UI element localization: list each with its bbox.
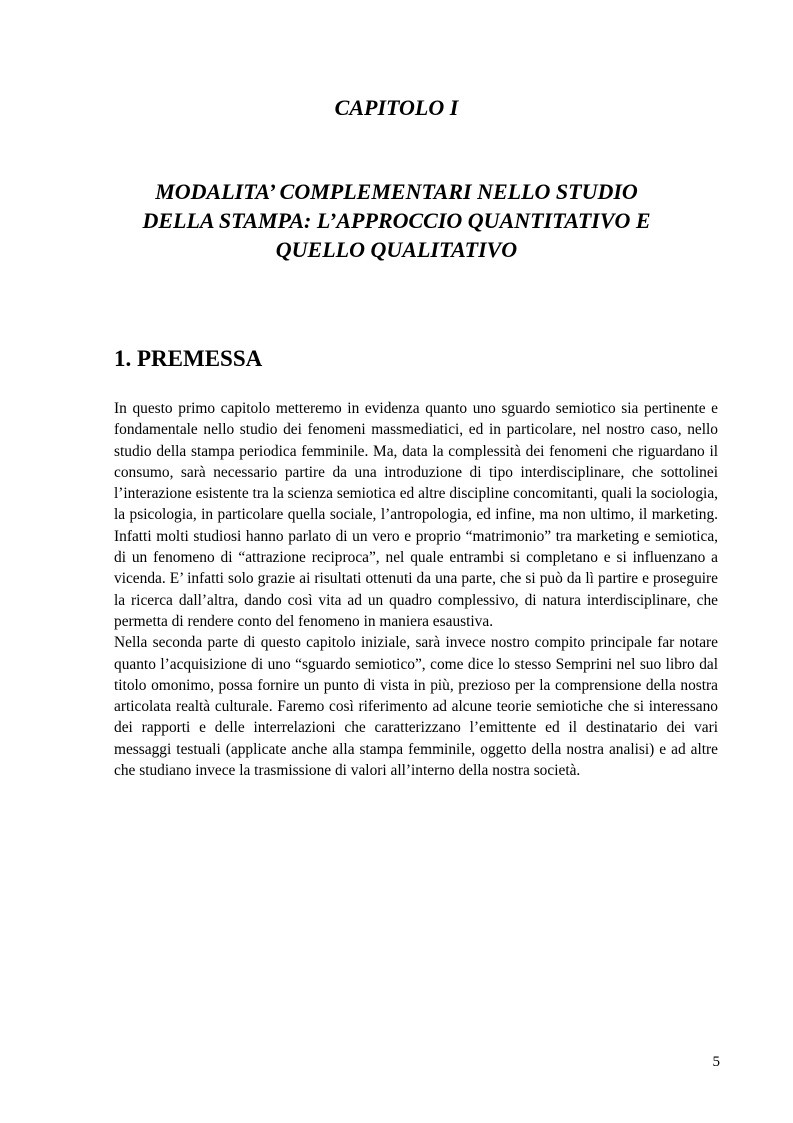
section-heading: 1. PREMESSA xyxy=(114,346,263,371)
chapter-title xyxy=(0,177,793,264)
chapter-title-line-1: MODALITA’ COMPLEMENTARI NELLO STUDIO xyxy=(155,179,638,204)
page-number: 5 xyxy=(712,1054,720,1070)
paragraph-1: In questo primo capitolo metteremo in evidenza quanto uno sguardo semiotico sia pertinente e fondamentale nello studio dei fenomeni massmediatici, ed in particolare, nel nostro caso, nello studio della stampa periodica femminile. Ma, data la complessità dei fenomeni che riguardano il consumo, sarà necessario partire da una introduzione di tipo interdisciplinare, che sottolinei l’interazione esistente tra la scienza semiotica ed altre discipline concomitanti, quali la sociologia, la psicologia, in particolare quella sociale, l’antropologia, ed infine, ma non ultimo, il marketing. Infatti molti studiosi hanno parlato di un vero e proprio “matrimonio” tra marketing e semiotica, di un fenomeno di “attrazione reciproca”, nel quale entrambi si completano e si influenzano a vicenda. E’ infatti solo grazie ai risultati ottenuti da una parte, che si può da lì partire e proseguire la ricerca dall’altra, dando così vita ad un quadro complessivo, di natura interdisciplinare, che permetta di rendere conto del fenomeno in maniera esaustiva. xyxy=(114,400,718,630)
chapter-title-line-3: QUELLO QUALITATIVO xyxy=(275,237,518,262)
paragraph-2: Nella seconda parte di questo capitolo iniziale, sarà invece nostro compito principale far notare quanto l’acquisizione di uno “sguardo semiotico”, come dice lo stesso Semprini nel suo libro dal titolo omonimo, possa fornire un punto di vista in più, prezioso per la comprensione della nostra articolata realtà culturale. Faremo così riferimento ad alcune teorie semiotiche che si interessano dei rapporti e delle interrelazioni che caratterizzano l’emittente ed il destinatario dei vari messaggi testuali (applicate anche alla stampa femminile, oggetto della nostra analisi) e ad altre che studiano invece la trasmissione di valori all’interno della nostra società. xyxy=(114,634,718,780)
section-body xyxy=(114,398,718,781)
chapter-label: CAPITOLO I xyxy=(334,95,459,120)
chapter-title-line-2: DELLA STAMPA: L’APPROCCIO QUANTITATIVO E xyxy=(142,208,651,233)
